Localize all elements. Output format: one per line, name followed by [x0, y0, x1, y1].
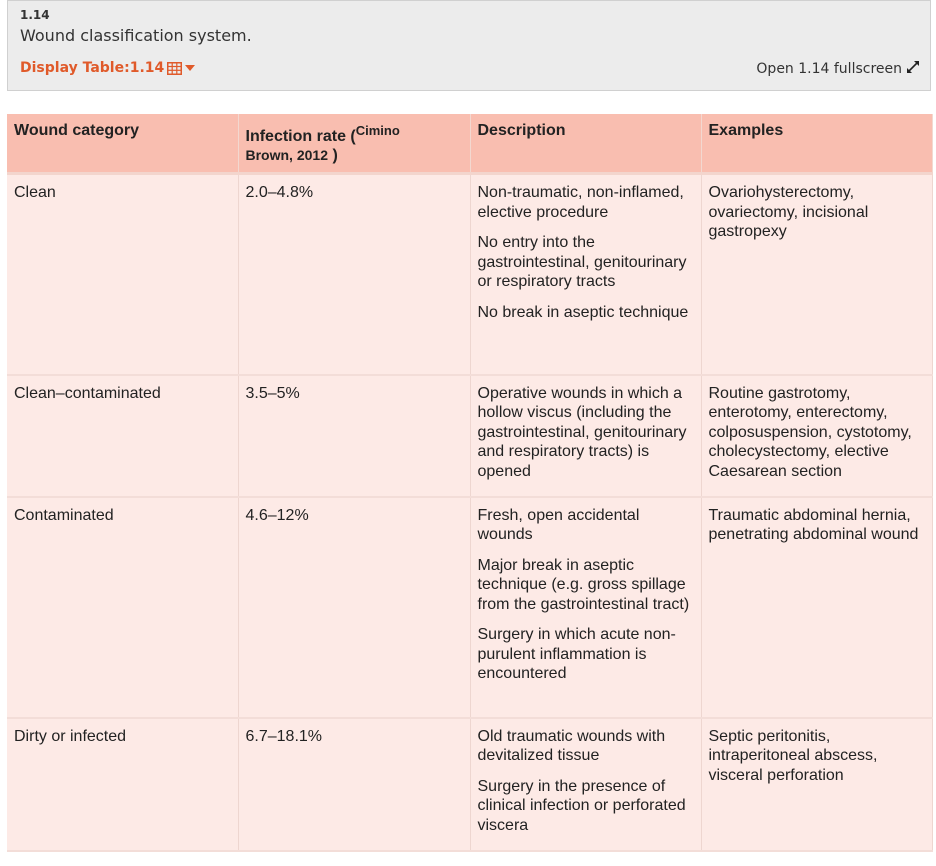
description-paragraph: Non-traumatic, non-inflamed, elective procedure — [477, 184, 684, 221]
citation-year[interactable]: Brown, 2012 — [245, 147, 328, 163]
table-header-row — [7, 114, 932, 174]
fullscreen-label: Open 1.14 fullscreen — [756, 61, 902, 77]
header-infection-rate — [238, 114, 470, 174]
header-examples: Examples — [701, 114, 932, 174]
table-title: Wound classification system. — [20, 26, 252, 45]
table-row — [7, 174, 932, 375]
description-paragraph: Old traumatic wounds with devitalized tissue — [477, 727, 666, 764]
cell-description — [470, 497, 701, 718]
header-description: Description — [470, 114, 701, 174]
description-paragraph: Surgery in the presence of clinical infection or perforated viscera — [477, 777, 686, 834]
description-paragraph: Major break in aseptic technique (e.g. gross spillage from the gastrointestinal tract) — [477, 556, 690, 613]
caret-down-icon — [185, 65, 195, 71]
table-number: 1.14 — [20, 8, 50, 22]
cell-infection-rate: 2.0–4.8% — [238, 174, 470, 375]
open-fullscreen-button[interactable] — [756, 60, 920, 78]
cell-wound-category: Dirty or infected — [7, 718, 238, 851]
cell-examples: Septic peritonitis, intraperitoneal abscess, visceral perforation — [701, 718, 932, 851]
cell-description — [470, 174, 701, 375]
display-table-button[interactable] — [20, 60, 195, 76]
cell-infection-rate: 3.5–5% — [238, 375, 470, 497]
description-paragraph: Fresh, open accidental wounds — [477, 506, 640, 543]
cell-description — [470, 375, 701, 497]
table-caption — [7, 0, 931, 91]
cell-wound-category: Clean–contaminated — [7, 375, 238, 497]
description-paragraph: Operative wounds in which a hollow viscus (including the gastrointestinal, genitourinary and respiratory tracts) is opened — [477, 384, 687, 480]
table-row — [7, 375, 932, 497]
table-row — [7, 497, 932, 718]
wound-classification-table — [7, 114, 933, 852]
cell-wound-category: Contaminated — [7, 497, 238, 718]
description-paragraph: No entry into the gastrointestinal, genitourinary or respiratory tracts — [477, 234, 687, 290]
description-paragraph: Surgery in which acute non-purulent inflammation is encountered — [477, 626, 676, 682]
description-paragraph: No break in aseptic technique — [477, 303, 689, 321]
cell-examples: Ovariohysterectomy, ovariectomy, incisional gastropexy — [701, 174, 932, 375]
cell-wound-category: Clean — [7, 174, 238, 375]
expand-arrows-icon — [906, 60, 920, 78]
table-row — [7, 718, 932, 851]
display-table-label: Display Table:1.14 — [20, 60, 165, 76]
cell-infection-rate: 4.6–12% — [238, 497, 470, 718]
infection-rate-label: Infection rate ( — [245, 128, 356, 145]
table-grid-icon — [167, 62, 182, 75]
header-wound-category: Wound category — [7, 114, 238, 174]
citation-link[interactable]: Cimino — [355, 123, 400, 138]
infection-rate-close: ) — [332, 147, 338, 164]
cell-examples: Routine gastrotomy, enterotomy, enterectomy, colposuspension, cystotomy, cholecystectomy, elective Caesarean section — [701, 375, 932, 497]
cell-description — [470, 718, 701, 851]
cell-examples: Traumatic abdominal hernia, penetrating abdominal wound — [701, 497, 932, 718]
cell-infection-rate: 6.7–18.1% — [238, 718, 470, 851]
